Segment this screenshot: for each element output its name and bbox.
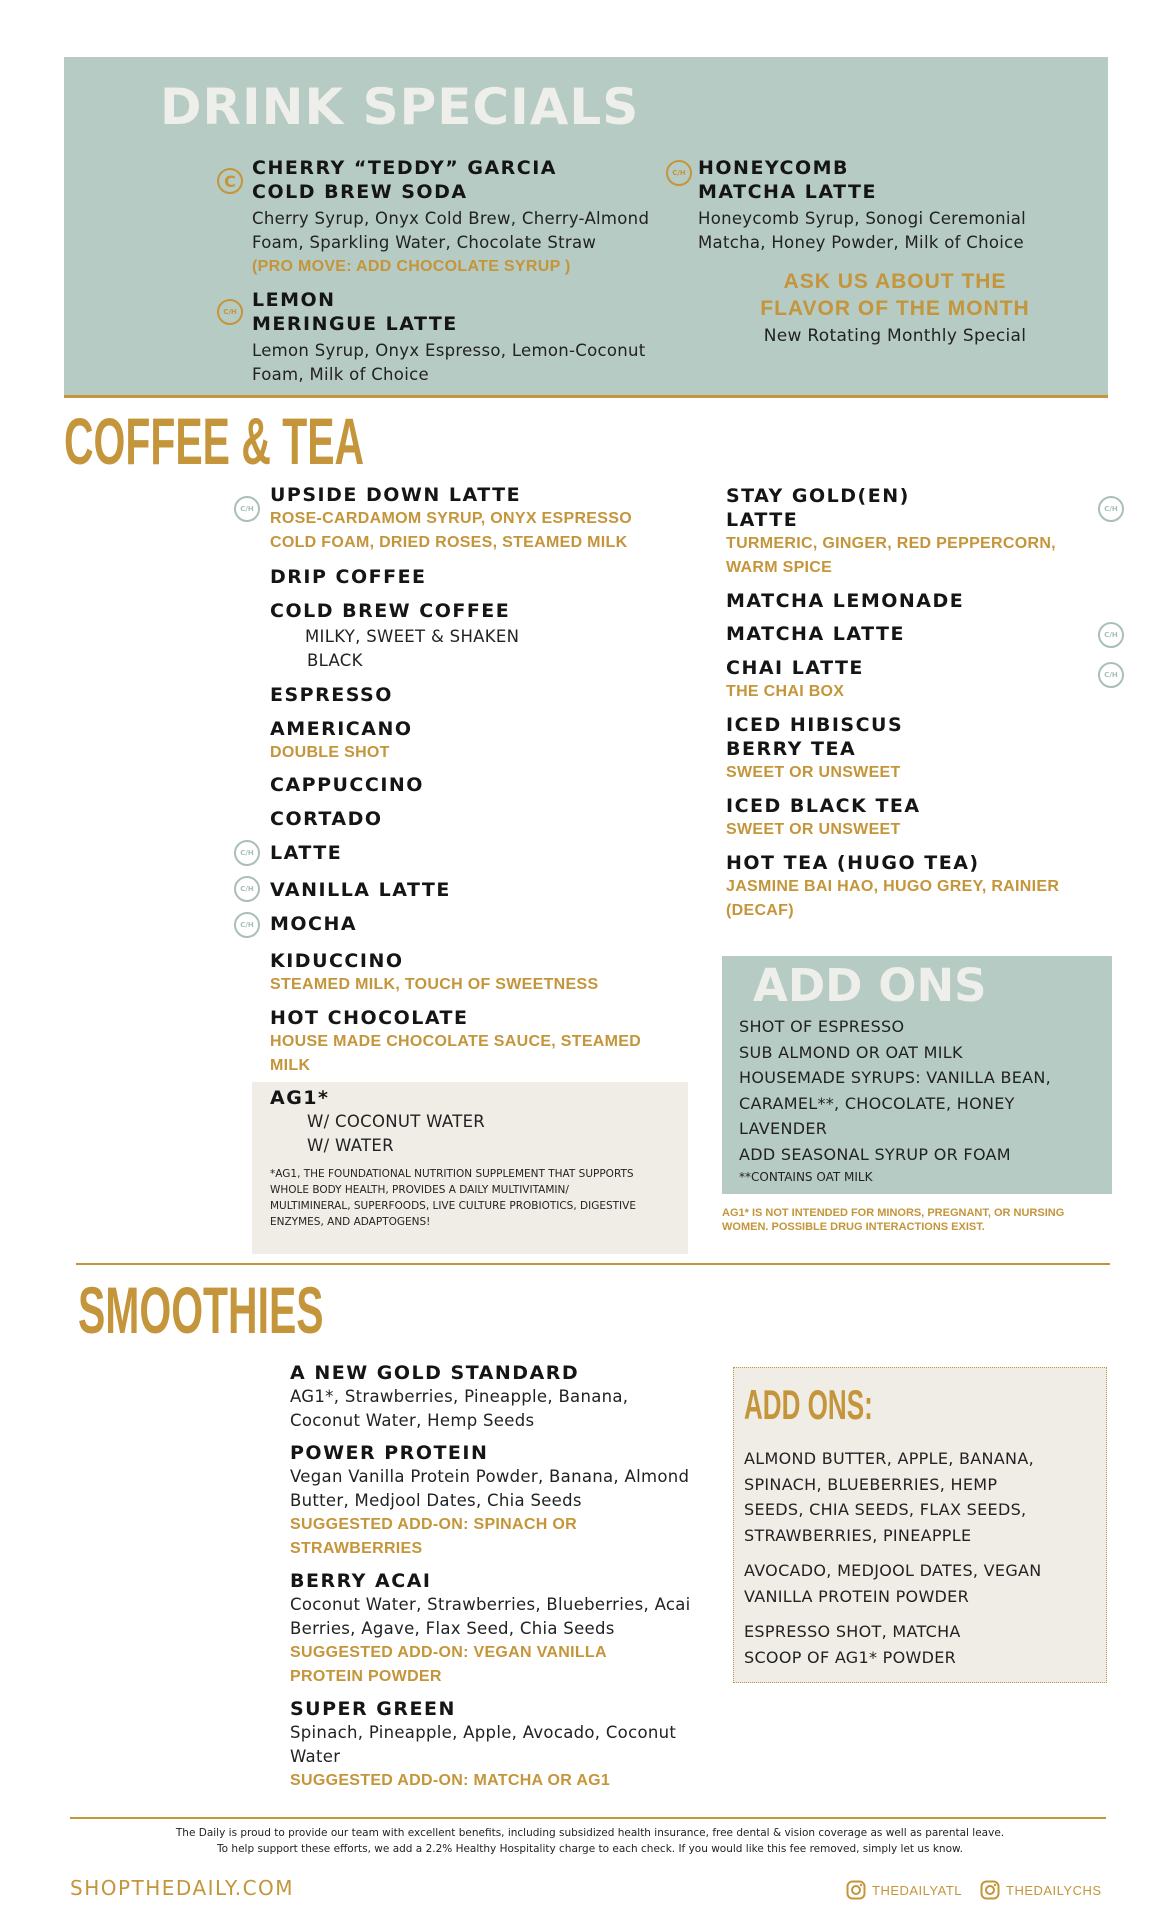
special-lemon-meringue [252, 288, 672, 387]
footer-divider [70, 1817, 1106, 1819]
menu-item-name: CAPPUCCINO [270, 774, 424, 796]
addon-note: **CONTAINS OAT MILK [739, 1170, 873, 1184]
special-name: HONEYCOMB [698, 157, 849, 179]
smoothies-title: SMOOTHIES [78, 1273, 324, 1347]
addon-line: SPINACH, BLUEBERRIES, HEMP [744, 1474, 998, 1494]
addon-group [744, 1619, 1106, 1670]
fine-print-line: WHOLE BODY HEALTH, PROVIDES A DAILY MULTIVITAMIN/ [270, 1184, 569, 1196]
addon-line: ALMOND BUTTER, APPLE, BANANA, [744, 1449, 1034, 1468]
menu-item-detail: WARM SPICE [726, 559, 833, 576]
menu-item-name: MATCHA LATTE [726, 623, 905, 645]
cold-hot-badge-icon: C/H [234, 876, 260, 902]
menu-item-name: AMERICANO [270, 718, 413, 740]
flavor-heading: FLAVOR OF THE MONTH [760, 297, 1030, 320]
menu-item-detail: COLD FOAM, DRIED ROSES, STEAMED MILK [270, 534, 628, 551]
smoothie-suggestion: SUGGESTED ADD-ON: VEGAN VANILLA [290, 1644, 607, 1661]
addon-group [744, 1446, 1106, 1548]
menu-item-option: MILKY, SWEET & SHAKEN [305, 627, 520, 646]
menu-item-name: DRIP COFFEE [270, 566, 427, 588]
menu-item-name: MOCHA [270, 913, 358, 935]
smoothie-desc: Berries, Agave, Flax Seed, Chia Seeds [290, 1619, 615, 1638]
fine-print-line: To help support these efforts, we add a 2.2% Healthy Hospitality charge to each check. If you would like this fee removed, simply let us know. [217, 1843, 963, 1855]
cold-hot-badge-icon: C/H [217, 299, 243, 325]
menu-item-name: KIDUCCINO [270, 950, 404, 972]
cold-hot-badge-icon: C/H [1098, 662, 1124, 688]
instagram-chs-link[interactable] [980, 1880, 1102, 1900]
addon-line: STRAWBERRIES, PINEAPPLE [744, 1525, 972, 1545]
addon-line: SEEDS, CHIA SEEDS, FLAX SEEDS, [744, 1500, 1027, 1519]
menu-item-detail: STEAMED MILK, TOUCH OF SWEETNESS [270, 976, 599, 993]
smoothie-desc: Spinach, Pineapple, Apple, Avocado, Coconut [290, 1723, 677, 1742]
smoothie-addons-box [733, 1367, 1107, 1683]
flavor-of-month [690, 268, 1100, 348]
cold-hot-badge-icon: C/H [234, 840, 260, 866]
addon-line: ADD SEASONAL SYRUP OR FOAM [739, 1144, 1011, 1164]
menu-item-name: CHAI LATTE [726, 657, 864, 679]
fine-print-line: *AG1, THE FOUNDATIONAL NUTRITION SUPPLEMENT THAT SUPPORTS [270, 1168, 634, 1180]
menu-item-option: W/ WATER [307, 1136, 394, 1155]
cold-hot-badge-icon: C/H [666, 160, 692, 186]
fine-print-line: ENZYMES, AND ADAPTOGENS! [270, 1216, 431, 1228]
smoothie-name: A NEW GOLD STANDARD [290, 1362, 580, 1384]
instagram-icon [980, 1880, 1000, 1900]
menu-item-detail: SWEET OR UNSWEET [726, 821, 901, 838]
ag1-warning [722, 1206, 1112, 1234]
special-honeycomb-matcha [698, 156, 1098, 255]
special-name: COLD BREW SODA [252, 181, 468, 203]
instagram-icon [846, 1880, 866, 1900]
special-pro-move: (PRO MOVE: ADD CHOCOLATE SYRUP ) [252, 258, 571, 275]
addon-line: CARAMEL**, CHOCOLATE, HONEY [739, 1093, 1015, 1113]
menu-item-detail: THE CHAI BOX [726, 683, 845, 700]
drink-specials-rule [64, 395, 1108, 398]
coffee-left-column [270, 483, 690, 1078]
menu-item-detail: JASMINE BAI HAO, HUGO GREY, RAINIER [726, 878, 1060, 895]
ag1-box [252, 1082, 688, 1254]
menu-item-name: AG1* [270, 1087, 330, 1109]
menu-item-name: COLD BREW COFFEE [270, 600, 511, 622]
smoothie-suggestion: STRAWBERRIES [290, 1540, 423, 1557]
menu-item-option: W/ COCONUT WATER [307, 1112, 486, 1131]
smoothie-desc: Butter, Medjool Dates, Chia Seeds [290, 1491, 582, 1510]
menu-item-detail: ROSE-CARDAMOM SYRUP, ONYX ESPRESSO [270, 510, 632, 527]
menu-item-name: UPSIDE DOWN LATTE [270, 484, 522, 506]
addon-line: SHOT OF ESPRESSO [739, 1017, 905, 1036]
menu-item-name: HOT TEA (HUGO TEA) [726, 852, 980, 874]
coffee-tea-title: COFFEE & TEA [64, 404, 365, 478]
smoothie-name: POWER PROTEIN [290, 1442, 489, 1464]
ag1-fine-print [270, 1166, 688, 1230]
menu-item-name: VANILLA LATTE [270, 879, 451, 901]
cold-hot-badge-icon: C/H [234, 496, 260, 522]
drink-specials-title: DRINK SPECIALS [160, 78, 640, 136]
smoothie-suggestion: SUGGESTED ADD-ON: MATCHA OR AG1 [290, 1772, 611, 1789]
smoothie-desc: Coconut Water, Strawberries, Blueberries, Acai [290, 1595, 691, 1614]
menu-item-name: STAY GOLD(EN) [726, 485, 910, 507]
smoothie-desc: Water [290, 1747, 341, 1766]
addon-line: LAVENDER [739, 1119, 828, 1138]
menu-item-detail: (DECAF) [726, 902, 794, 919]
instagram-atl-link[interactable] [846, 1880, 962, 1900]
coffee-addons-box [722, 956, 1112, 1194]
addon-line: VANILLA PROTEIN POWDER [744, 1586, 970, 1606]
menu-item-name: LATTE [270, 842, 343, 864]
menu-item-name: ESPRESSO [270, 684, 393, 706]
smoothie-desc: Coconut Water, Hemp Seeds [290, 1411, 535, 1430]
cold-hot-badge-icon: C/H [234, 912, 260, 938]
menu-item-option: BLACK [307, 651, 363, 670]
fine-print-line: The Daily is proud to provide our team with excellent benefits, including subsidized health insurance, free dental & vision coverage as well as parental leave. [175, 1827, 1005, 1839]
menu-item-name: BERRY TEA [726, 738, 857, 760]
special-desc: Honeycomb Syrup, Sonogi Ceremonial [698, 209, 1027, 228]
website-link[interactable]: SHOPTHEDAILY.COM [70, 1876, 295, 1900]
smoothie-suggestion: SUGGESTED ADD-ON: SPINACH OR [290, 1516, 577, 1533]
fine-print-line: MULTIMINERAL, SUPERFOODS, LIVE CULTURE PROBIOTICS, DIGESTIVE [270, 1200, 636, 1212]
section-divider [76, 1263, 1110, 1265]
special-name: LEMON [252, 289, 336, 311]
special-desc: Foam, Milk of Choice [252, 365, 429, 384]
smoothie-name: SUPER GREEN [290, 1698, 456, 1720]
menu-item-name: HOT CHOCOLATE [270, 1007, 469, 1029]
menu-item-detail: MILK [270, 1057, 311, 1074]
special-desc: Matcha, Honey Powder, Milk of Choice [698, 233, 1024, 252]
instagram-handle: THEDAILYCHS [1006, 1882, 1102, 1898]
coffee-addons-title: ADD ONS [753, 959, 987, 1012]
smoothies-list [290, 1361, 710, 1793]
menu-item-detail: DOUBLE SHOT [270, 744, 390, 761]
menu-item-detail: TURMERIC, GINGER, RED PEPPERCORN, [726, 535, 1056, 552]
special-desc: Lemon Syrup, Onyx Espresso, Lemon-Coconut [252, 341, 646, 360]
smoothie-desc: AG1*, Strawberries, Pineapple, Banana, [290, 1387, 629, 1406]
warning-line: WOMEN. POSSIBLE DRUG INTERACTIONS EXIST. [722, 1221, 985, 1233]
cold-hot-badge-icon: C/H [1098, 496, 1124, 522]
special-cherry-teddy [252, 156, 672, 279]
menu-item-name: ICED HIBISCUS [726, 714, 904, 736]
special-name: MERINGUE LATTE [252, 313, 458, 335]
menu-item-name: MATCHA LEMONADE [726, 590, 965, 612]
coffee-right-column [726, 484, 1106, 923]
cold-hot-badge-icon: C/H [1098, 622, 1124, 648]
smoothie-desc: Vegan Vanilla Protein Powder, Banana, Almond [290, 1467, 690, 1486]
instagram-handle: THEDAILYATL [872, 1882, 963, 1898]
cold-badge-icon: C [217, 168, 243, 194]
menu-item-detail: SWEET OR UNSWEET [726, 764, 901, 781]
addon-line: SUB ALMOND OR OAT MILK [739, 1042, 963, 1062]
flavor-heading: ASK US ABOUT THE [783, 270, 1007, 293]
addon-line: HOUSEMADE SYRUPS: VANILLA BEAN, [739, 1068, 1052, 1087]
addon-line: ESPRESSO SHOT, MATCHA [744, 1622, 961, 1641]
menu-item-name: LATTE [726, 509, 799, 531]
smoothie-name: BERRY ACAI [290, 1570, 432, 1592]
menu-item-detail: HOUSE MADE CHOCOLATE SAUCE, STEAMED [270, 1033, 642, 1050]
warning-line: AG1* IS NOT INTENDED FOR MINORS, PREGNANT, OR NURSING [722, 1207, 1065, 1219]
addon-line: SCOOP OF AG1* POWDER [744, 1647, 957, 1667]
smoothie-addons-title: ADD ONS: [744, 1381, 873, 1428]
special-desc: Foam, Sparkling Water, Chocolate Straw [252, 233, 597, 252]
footer-fine-print [120, 1825, 1060, 1857]
smoothie-suggestion: PROTEIN POWDER [290, 1668, 442, 1685]
addon-group [744, 1558, 1106, 1609]
menu-item-name: CORTADO [270, 808, 383, 830]
special-name: MATCHA LATTE [698, 181, 877, 203]
special-desc: Cherry Syrup, Onyx Cold Brew, Cherry-Almond [252, 209, 650, 228]
special-name: CHERRY “TEDDY” GARCIA [252, 157, 558, 179]
flavor-subtext: New Rotating Monthly Special [763, 326, 1027, 346]
addon-line: AVOCADO, MEDJOOL DATES, VEGAN [744, 1561, 1042, 1580]
menu-item-name: ICED BLACK TEA [726, 795, 921, 817]
